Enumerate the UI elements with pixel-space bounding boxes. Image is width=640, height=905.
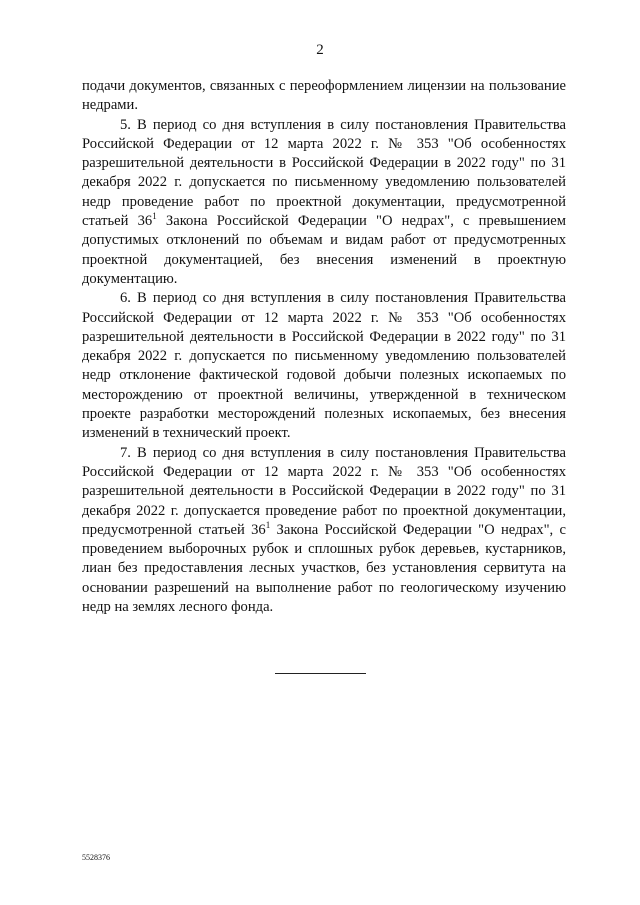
document-code: 5528376: [82, 853, 110, 862]
document-body: [82, 77, 566, 617]
paragraph-item-7: [82, 444, 566, 618]
paragraph-text: 5. В период со дня вступления в силу постановления Правительства Российской Федерации от 12 марта 2022 г. № 353 "Об особенностях разрешительной деятельности в Российской Федерации в 2022 году" по 31 декабря 2022 г. допускается по письменному уведомлению пользователей недр проведение работ по проектной документации, предусмотренной статьей 36: [82, 116, 566, 230]
paragraph-text-tail: Закона Российской Федерации "О недрах", с превышением допустимых отклонений по объемам и видам работ от предусмотренных проектной документацией, без внесения изменений в проектную документацию.: [82, 213, 566, 287]
paragraph-item-6: [82, 289, 566, 443]
superscript: 1: [265, 519, 271, 530]
paragraph-text: подачи документов, связанных с переоформлением лицензии на пользование недрами.: [82, 78, 566, 114]
paragraph-text: 6. В период со дня вступления в силу постановления Правительства Российской Федерации от 12 марта 2022 г. № 353 "Об особенностях разрешительной деятельности в Российской Федерации в 2022 году" по 31 декабря 2022 г. допускается по письменному уведомлению пользователей недр отклонение фактической годовой добычи полезных ископаемых по месторождению от проектной величины, утвержденной в техническом проекте разработки месторождений полезных ископаемых, без внесения изменений в технический проект.: [82, 290, 566, 442]
paragraph-text-tail: Закона Российской Федерации "О недрах", с проведением выборочных рубок и сплошных рубок деревьев, кустарников, лиан без предоставления лесных участков, без установления сервитута на основании разрешений на выполнение работ по геологическому изучению недр на землях лесного фонда.: [82, 521, 566, 616]
end-separator-line: [275, 673, 366, 674]
paragraph-item-5: [82, 116, 566, 290]
paragraph-text: 7. В период со дня вступления в силу постановления Правительства Российской Федерации от 12 марта 2022 г. № 353 "Об особенностях разрешительной деятельности в Российской Федерации в 2022 году" по 31 декабря 2022 г. допускается проведение работ по проектной документации, предусмотренной статьей 36: [82, 444, 566, 538]
superscript: 1: [152, 211, 157, 222]
page-number: 2: [316, 42, 324, 58]
paragraph-continuation: [82, 77, 566, 116]
